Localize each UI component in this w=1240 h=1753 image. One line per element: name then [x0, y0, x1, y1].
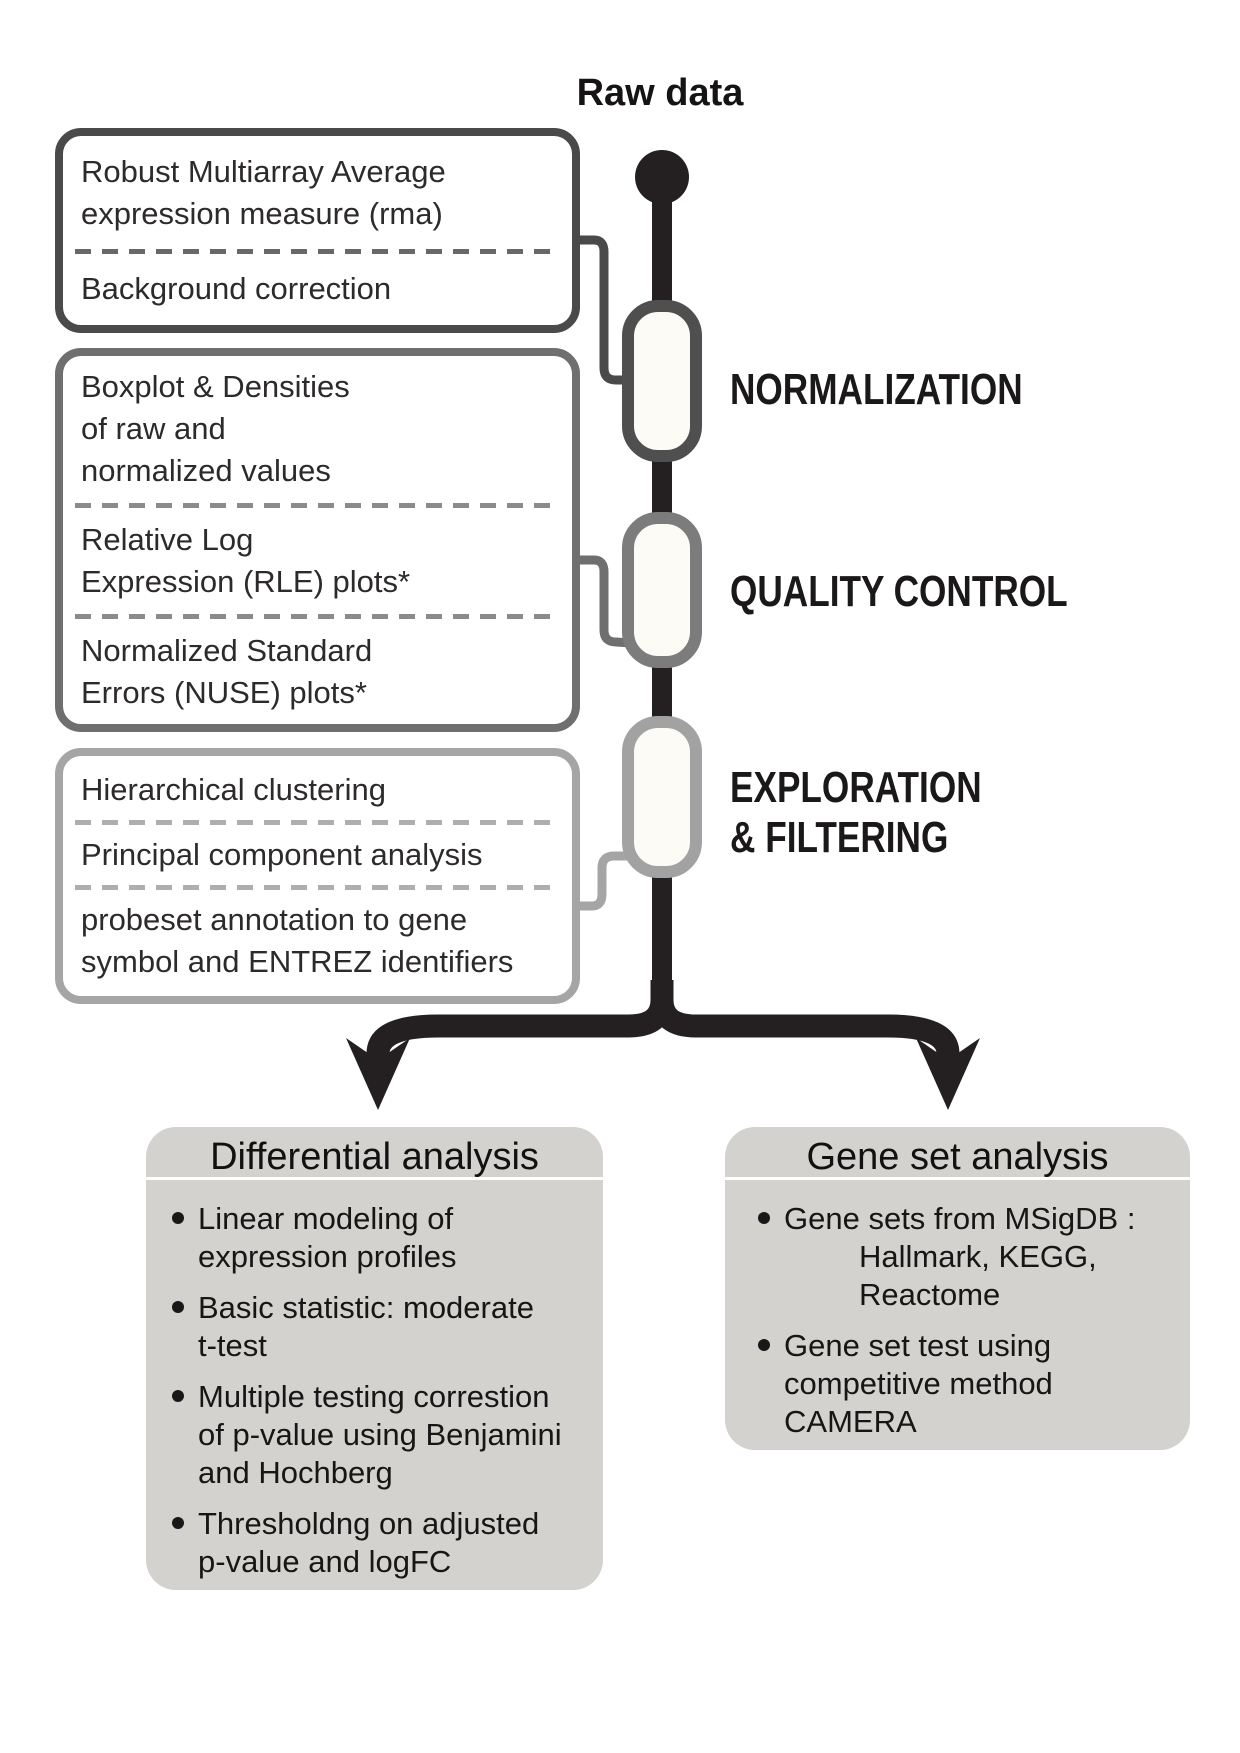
list-item — [146, 1200, 603, 1276]
stage-label-normalization — [730, 365, 1023, 415]
step-line: Relative Log — [81, 522, 254, 557]
bullet-icon — [172, 1390, 184, 1402]
bullet-line: and Hochberg — [198, 1455, 393, 1490]
bullet-list — [725, 1180, 1190, 1441]
list-item — [63, 137, 572, 249]
bullet-line: Gene sets from MSigDB : — [784, 1201, 1136, 1236]
step-line: Expression (RLE) plots* — [81, 564, 411, 599]
raw-data-dot — [635, 150, 689, 204]
gene-set-analysis-box — [725, 1127, 1190, 1450]
list-item — [146, 1505, 603, 1581]
differential-analysis-box — [146, 1127, 603, 1590]
bullet-line: p-value and logFC — [198, 1544, 452, 1579]
bullet-line: CAMERA — [784, 1404, 917, 1439]
list-item — [63, 825, 572, 885]
step-line: normalized values — [81, 453, 331, 488]
exploration-filtering-steps-box — [55, 748, 580, 1004]
bullet-line: t-test — [198, 1328, 267, 1363]
bullet-line: Multiple testing correstion — [198, 1379, 550, 1414]
step-line: Principal component analysis — [81, 837, 483, 872]
box-title: Gene set analysis — [725, 1127, 1190, 1180]
stage-label-line: NORMALIZATION — [730, 365, 1023, 414]
bullet-line: of p-value using Benjamini — [198, 1417, 562, 1452]
bullet-line: Basic statistic: moderate — [198, 1290, 534, 1325]
step-line: Robust Multiarray Average — [81, 154, 446, 189]
step-line: Normalized Standard — [81, 633, 373, 668]
step-line: Background correction — [81, 271, 392, 306]
list-item — [63, 508, 572, 614]
bullet-line: Gene set test using — [784, 1328, 1052, 1363]
step-line: Boxplot & Densities — [81, 369, 350, 404]
stage-node-quality-control — [628, 518, 696, 662]
step-line: expression measure (rma) — [81, 196, 443, 231]
stage-node-exploration-filtering — [628, 722, 696, 872]
stage-label-exploration-filtering — [730, 763, 982, 863]
step-line: of raw and — [81, 411, 226, 446]
bullet-line: Thresholdng on adjusted — [198, 1506, 540, 1541]
normalization-steps-box — [55, 128, 580, 333]
bullet-icon — [758, 1212, 770, 1224]
bullet-icon — [172, 1212, 184, 1224]
list-item — [63, 890, 572, 992]
list-item — [63, 355, 572, 503]
list-item — [725, 1327, 1190, 1441]
step-line: probeset annotation to gene — [81, 902, 468, 937]
step-line: symbol and ENTREZ identifiers — [81, 944, 514, 979]
list-item — [146, 1378, 603, 1492]
list-item — [63, 254, 572, 324]
bullet-line: Hallmark, KEGG, — [859, 1239, 1097, 1274]
bullet-icon — [172, 1517, 184, 1529]
arrow-right-shaft — [662, 980, 948, 1064]
stage-node-normalization — [628, 306, 696, 456]
stage-label-line: EXPLORATION — [730, 763, 982, 812]
stage-label-line: QUALITY CONTROL — [730, 567, 1068, 616]
bullet-line: competitive method — [784, 1366, 1053, 1401]
bullet-icon — [758, 1339, 770, 1351]
stage-label-line: & FILTERING — [730, 813, 949, 862]
bullet-line: Linear modeling of — [198, 1201, 454, 1236]
bullet-line: Reactome — [859, 1277, 1001, 1312]
bullet-icon — [172, 1301, 184, 1313]
bullet-line: expression profiles — [198, 1239, 457, 1274]
quality-control-steps-box — [55, 348, 580, 732]
list-item — [63, 619, 572, 725]
step-line: Hierarchical clustering — [81, 772, 386, 807]
step-line: Errors (NUSE) plots* — [81, 675, 367, 710]
box-title: Differential analysis — [146, 1127, 603, 1180]
raw-data-label: Raw data — [576, 72, 744, 114]
list-item — [725, 1200, 1190, 1314]
list-item — [63, 760, 572, 820]
bullet-list — [146, 1180, 603, 1581]
connector-exploration-filtering — [576, 856, 632, 906]
list-item — [146, 1289, 603, 1365]
stage-label-quality-control — [730, 567, 1068, 617]
arrow-to-gene-set-analysis — [662, 980, 980, 1110]
